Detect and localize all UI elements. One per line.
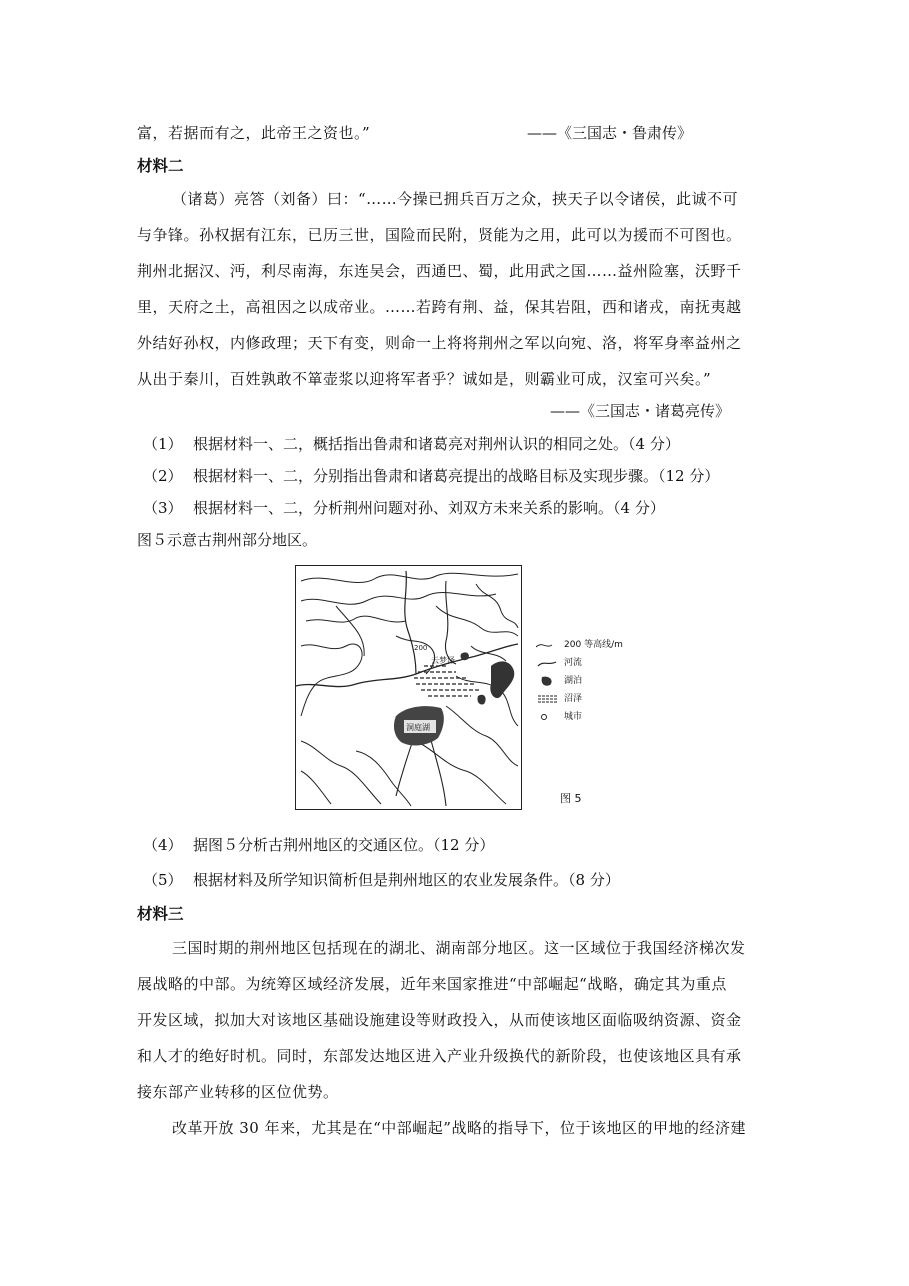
question-3	[143, 498, 665, 518]
legend-item-city	[536, 710, 582, 724]
marsh-icon	[536, 693, 564, 705]
figure-intro: 图５示意古荆州部分地区。	[137, 531, 318, 549]
legend-label: 城市	[564, 712, 583, 722]
material2-heading: 材料二	[137, 156, 184, 175]
question-text: 根据材料一、二，分别指出鲁肃和诸葛亮提出的战略目标及实现步骤。（12 分）	[193, 467, 720, 485]
material2-line: 荆州北据汉、沔，利尽南海，东连吴会，西通巴、蜀，此用武之国……益州险塞，沃野千	[137, 262, 742, 280]
material2-line: 与争锋。孙权据有江东，已历三世，国险而民附，贤能为之用，此可以为援而不可图也。	[137, 226, 742, 244]
map-drawing	[296, 566, 521, 809]
question-text: 根据材料一、二，概括指出鲁肃和诸葛亮对荆州认识的相同之处。（4 分）	[193, 435, 680, 453]
legend-item-contour	[536, 638, 623, 652]
question-4	[143, 835, 494, 855]
question-number: （2）	[143, 467, 183, 485]
material2-line: 里，天府之土，高祖因之以成帝业。……若跨有荆、益，保其岩阻，西和诸戎，南抚夷越	[137, 298, 742, 316]
question-number: （3）	[143, 499, 183, 517]
legend-label: 湖泊	[564, 676, 583, 686]
material3-line: 接东部产业转移的区位优势。	[137, 1083, 339, 1101]
question-number: （4）	[143, 836, 183, 854]
map-figure	[295, 565, 522, 810]
material3-line: 三国时期的荆州地区包括现在的湖北、湖南部分地区。这一区域位于我国经济梯次发	[172, 939, 746, 957]
question-number: （1）	[143, 435, 183, 453]
material2-line: （诸葛）亮答（刘备）曰：“……今操已拥兵百万之众，挟天子以令诸侯，此诚不可	[172, 190, 739, 208]
lake-icon	[536, 675, 564, 687]
figure-caption: 图 5	[560, 792, 582, 805]
material1-source: ——《三国志・鲁肃传》	[527, 124, 693, 142]
material3-line: 和人才的绝好时机。同时，东部发达地区进入产业升级换代的新阶段，也使该地区具有承	[137, 1047, 742, 1065]
question-text: 据图５分析古荆州地区的交通区位。（12 分）	[193, 836, 495, 854]
material3-line: 开发区域，拟加大对该地区基础设施建设等财政投入，从而使该地区面临吸纳资源、资金	[137, 1011, 742, 1029]
question-text: 根据材料一、二，分析荆州问题对孙、刘双方未来关系的影响。（4 分）	[193, 499, 665, 517]
contour-label: 200	[414, 644, 428, 652]
material2-line: 从出于秦川，百姓孰敢不箪壶浆以迎将军者乎？诚如是，则霸业可成，汉室可兴矣。”	[137, 370, 712, 388]
material3-heading: 材料三	[137, 904, 184, 923]
material2-source: ——《三国志・诸葛亮传》	[550, 402, 731, 420]
question-5	[143, 870, 620, 890]
city-icon	[536, 711, 564, 723]
legend-prefix: 200	[564, 640, 582, 650]
question-text: 根据材料及所学知识简析但是荆州地区的农业发展条件。（8 分）	[193, 871, 620, 889]
marsh-label: 云梦泽	[431, 656, 455, 665]
contour-line-icon	[536, 639, 564, 651]
legend-label: 等高线/m	[584, 640, 623, 650]
material3-line: 改革开放 30 年来，尤其是在“中部崛起”战略的指导下，位于该地区的甲地的经济建	[172, 1119, 746, 1137]
material3-line: 展战略的中部。为统筹区域经济发展，近年来国家推进“中部崛起“战略，确定其为重点	[137, 975, 727, 993]
material2-line: 外结好孙权，内修政理；天下有变，则命一上将将荆州之军以向宛、洛，将军身率益州之	[137, 334, 742, 352]
question-number: （5）	[143, 871, 183, 889]
material1-last-line: 富，若据而有之，此帝王之资也。”	[137, 124, 371, 142]
legend-label: 沼泽	[564, 694, 583, 704]
lake-shape	[490, 661, 514, 698]
question-2	[143, 466, 719, 486]
question-1	[143, 434, 680, 454]
dongting-label: 洞庭湖	[406, 723, 430, 732]
legend-item-river	[536, 656, 582, 670]
legend-item-marsh	[536, 692, 582, 706]
legend-item-lake	[536, 674, 582, 688]
legend-label: 河流	[564, 658, 583, 668]
river-icon	[536, 657, 564, 669]
